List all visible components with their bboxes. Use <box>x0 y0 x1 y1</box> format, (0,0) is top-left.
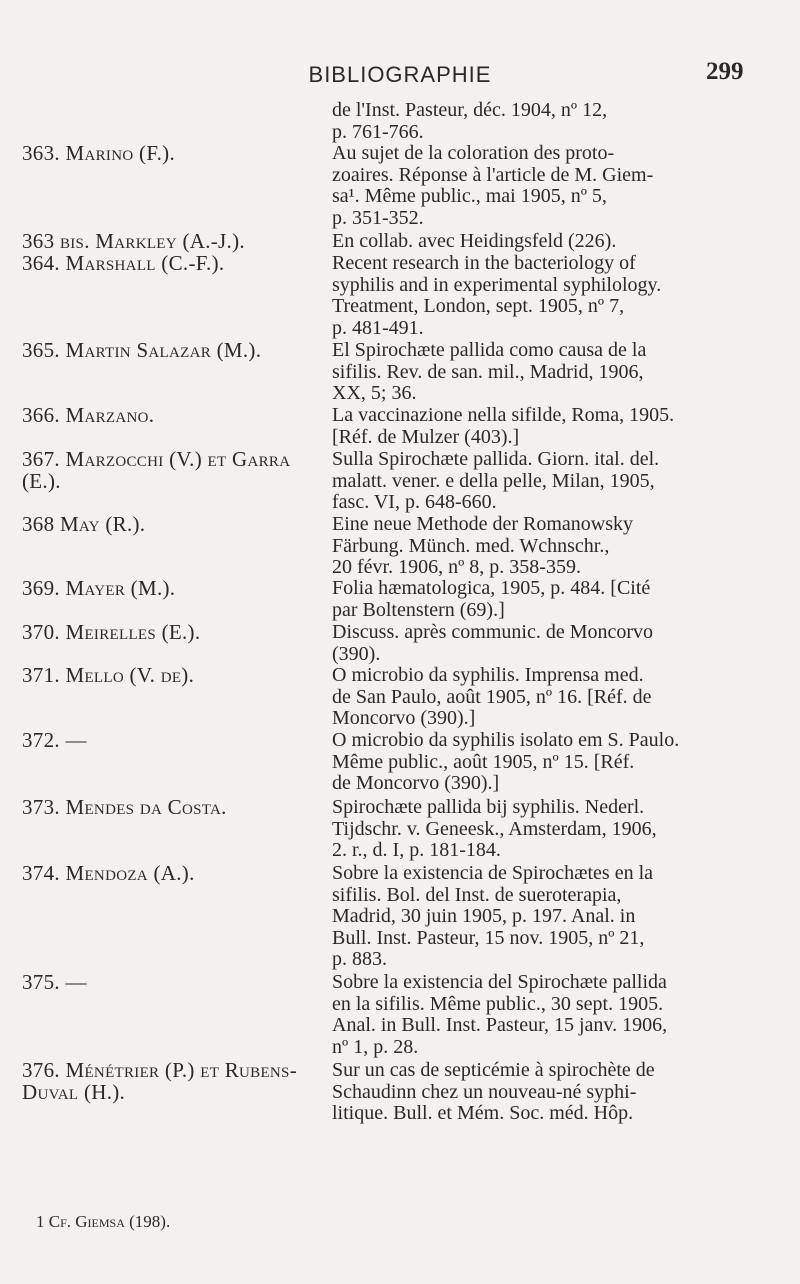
entry-reference: Sulla Spirochæte pallida. Giorn. ital. del. malatt. vener. e della pelle, Milan, 1905, fasc. VI, p. 648-660. <box>332 448 660 513</box>
continuation-text: de l'Inst. Pasteur, déc. 1904, nº 12, p. 761-766. <box>332 99 608 143</box>
entry-author: 367. Marzocchi (V.) et Garra (E.). <box>22 447 291 493</box>
entry-author: 364. Marshall (C.-F.). <box>22 251 225 275</box>
entry-author: 375. — <box>22 970 87 994</box>
entry-author: 363 bis. Markley (A.-J.). <box>22 229 245 253</box>
entry-author: 376. Ménétrier (P.) et Rubens-Duval (H.). <box>22 1058 297 1104</box>
footnote: 1 Cf. Giemsa (198). <box>36 1212 171 1231</box>
entry-reference: Sur un cas de septicémie à spirochète de Schaudinn chez un nouveau-né syphi- litique. Bull. et Mém. Soc. méd. Hôp. <box>332 1059 655 1124</box>
entry-reference: Eine neue Methode der Romanowsky Färbung. Münch. med. Wchnschr., 20 févr. 1906, nº 8, p. 358-359. <box>332 513 634 578</box>
entry-author: 371. Mello (V. de). <box>22 663 195 687</box>
entry-author: 372. — <box>22 728 87 752</box>
entry-reference: Discuss. après communic. de Moncorvo (390). <box>332 621 654 665</box>
entry-author: 374. Mendoza (A.). <box>22 861 195 885</box>
running-header: BIBLIOGRAPHIE <box>308 62 492 87</box>
entry-reference: La vaccinazione nella sifilde, Roma, 1905. [Réf. de Mulzer (403).] <box>332 404 675 448</box>
entry-reference: En collab. avec Heidingsfeld (226). <box>332 230 617 252</box>
entry-author: 373. Mendes da Costa. <box>22 795 227 819</box>
entry-reference: Sobre la existencia de Spirochætes en la sifilis. Bol. del Inst. de sueroterapia, Madrid, 30 juin 1905, p. 197. Anal. in Bull. Inst. Pasteur, 15 nov. 1905, nº 21, p. 883. <box>332 862 654 970</box>
entry-author: 369. Mayer (M.). <box>22 576 176 600</box>
page-number: 299 <box>706 58 744 85</box>
entry-author: 366. Marzano. <box>22 403 155 427</box>
entry-reference: O microbio da syphilis isolato em S. Paulo. Même public., août 1905, nº 15. [Réf. de Moncorvo (390).] <box>332 729 680 794</box>
entry-reference: El Spirochæte pallida como causa de la sifilis. Rev. de san. mil., Madrid, 1906, XX, 5; 36. <box>332 339 647 404</box>
entry-author: 365. Martin Salazar (M.). <box>22 338 262 362</box>
entry-reference: O microbio da syphilis. Imprensa med. de San Paulo, août 1905, nº 16. [Réf. de Moncorvo (390).] <box>332 664 652 729</box>
entry-author: 370. Meirelles (E.). <box>22 620 201 644</box>
entry-reference: Folia hæmatologica, 1905, p. 484. [Cité par Boltenstern (69).] <box>332 577 651 621</box>
entry-author: 363. Marino (F.). <box>22 141 176 165</box>
entry-reference: Recent research in the bacteriology of syphilis and in experimental syphilology. Treatment, London, sept. 1905, nº 7, p. 481-491. <box>332 252 662 339</box>
entry-reference: Spirochæte pallida bij syphilis. Nederl. Tijdschr. v. Geneesk., Amsterdam, 1906, 2. r., d. I, p. 181-184. <box>332 796 657 861</box>
entry-author: 368 May (R.). <box>22 512 146 536</box>
entry-reference: Sobre la existencia del Spirochæte pallida en la sifilis. Même public., 30 sept. 1905. Anal. in Bull. Inst. Pasteur, 15 janv. 1906, nº 1, p. 28. <box>332 971 668 1058</box>
entry-reference: Au sujet de la coloration des proto- zoaires. Réponse à l'article de M. Giem- sa¹. Même public., mai 1905, nº 5, p. 351-352. <box>332 142 654 229</box>
